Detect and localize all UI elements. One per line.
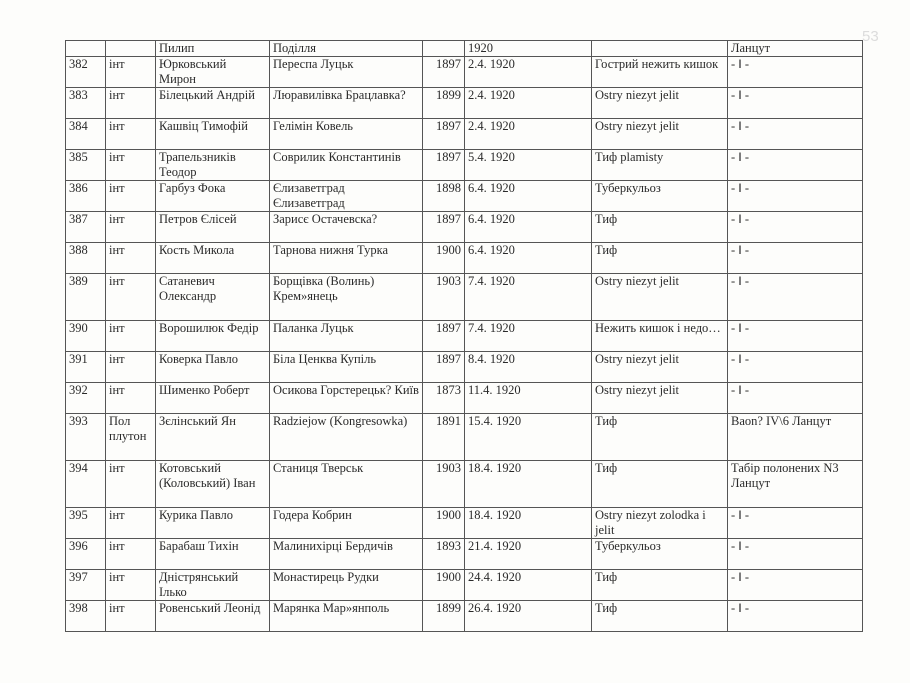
cell-number: 383 bbox=[66, 88, 106, 119]
table-row bbox=[66, 181, 863, 212]
table-row bbox=[66, 150, 863, 181]
table-row bbox=[66, 414, 863, 461]
cell-death-date: 18.4. 1920 bbox=[465, 461, 592, 508]
cell-name: Курика Павло bbox=[156, 508, 270, 539]
table-row bbox=[66, 57, 863, 88]
cell-name: Шименко Роберт bbox=[156, 383, 270, 414]
table-row bbox=[66, 539, 863, 570]
cell-death-date: 11.4. 1920 bbox=[465, 383, 592, 414]
cell-birth-year: 1897 bbox=[423, 57, 465, 88]
cell-cause bbox=[592, 41, 728, 57]
cell-name: Гарбуз Фока bbox=[156, 181, 270, 212]
cell-name: Коверка Павло bbox=[156, 352, 270, 383]
cell-origin: Малинихірці Бердичів bbox=[270, 539, 423, 570]
cell-rank: Пол плутон bbox=[106, 414, 156, 461]
cell-number: 396 bbox=[66, 539, 106, 570]
cell-origin: Біла Ценква Купіль bbox=[270, 352, 423, 383]
cell-name: Юрковський Мирон bbox=[156, 57, 270, 88]
cell-cause: Тиф bbox=[592, 212, 728, 243]
cell-cause: Ostry niezyt jelit bbox=[592, 274, 728, 321]
cell-name: Зєлінський Ян bbox=[156, 414, 270, 461]
cell-cause: Тиф bbox=[592, 570, 728, 601]
cell-birth-year: 1873 bbox=[423, 383, 465, 414]
cell-death-date: 2.4. 1920 bbox=[465, 119, 592, 150]
cell-death-date: 24.4. 1920 bbox=[465, 570, 592, 601]
cell-name: Сатаневич Олександр bbox=[156, 274, 270, 321]
table-row bbox=[66, 383, 863, 414]
cell-death-date: 5.4. 1920 bbox=[465, 150, 592, 181]
cell-cause: Нежить кишок і недо… bbox=[592, 321, 728, 352]
cell-origin: Єлизаветград Єлизаветград bbox=[270, 181, 423, 212]
cell-death-date: 8.4. 1920 bbox=[465, 352, 592, 383]
cell-place: - ‖ - bbox=[728, 601, 863, 632]
cell-number: 382 bbox=[66, 57, 106, 88]
cell-origin: Паланка Луцьк bbox=[270, 321, 423, 352]
cell-place: - ‖ - bbox=[728, 119, 863, 150]
cell-birth-year: 1897 bbox=[423, 321, 465, 352]
cell-rank: інт bbox=[106, 57, 156, 88]
cell-number: 386 bbox=[66, 181, 106, 212]
cell-name: Кашвіц Тимофій bbox=[156, 119, 270, 150]
table-row-continued bbox=[66, 41, 863, 57]
cell-cause: Тиф bbox=[592, 601, 728, 632]
cell-name: Пилип bbox=[156, 41, 270, 57]
table-row bbox=[66, 212, 863, 243]
cell-cause: Ostry niezyt jelit bbox=[592, 119, 728, 150]
cell-name: Котовський (Коловський) Іван bbox=[156, 461, 270, 508]
cell-origin: Radziejow (Kongresowka) bbox=[270, 414, 423, 461]
cell-number: 391 bbox=[66, 352, 106, 383]
cell-cause: Ostry niezyt jelit bbox=[592, 88, 728, 119]
cell-origin: Марянка Мар»янполь bbox=[270, 601, 423, 632]
cell-death-date: 2.4. 1920 bbox=[465, 88, 592, 119]
cell-name: Білецький Андрій bbox=[156, 88, 270, 119]
cell-place: Табір полонених N3 Ланцут bbox=[728, 461, 863, 508]
cell-death-date: 6.4. 1920 bbox=[465, 212, 592, 243]
cell-place: - ‖ - bbox=[728, 243, 863, 274]
cell-place: - ‖ - bbox=[728, 212, 863, 243]
cell-death-date: 15.4. 1920 bbox=[465, 414, 592, 461]
table-row bbox=[66, 274, 863, 321]
cell-death-date: 18.4. 1920 bbox=[465, 508, 592, 539]
cell-number: 389 bbox=[66, 274, 106, 321]
cell-origin: Гелімін Ковель bbox=[270, 119, 423, 150]
table-row bbox=[66, 243, 863, 274]
death-register-table bbox=[65, 40, 863, 632]
cell-place: - ‖ - bbox=[728, 150, 863, 181]
cell-birth-year: 1893 bbox=[423, 539, 465, 570]
cell-number: 394 bbox=[66, 461, 106, 508]
cell-place: - ‖ - bbox=[728, 88, 863, 119]
cell-rank: інт bbox=[106, 352, 156, 383]
cell-death-date: 7.4. 1920 bbox=[465, 274, 592, 321]
cell-place: - ‖ - bbox=[728, 274, 863, 321]
cell-cause: Тиф bbox=[592, 243, 728, 274]
cell-number bbox=[66, 41, 106, 57]
cell-birth-year: 1897 bbox=[423, 119, 465, 150]
cell-place: Ланцут bbox=[728, 41, 863, 57]
cell-rank: інт bbox=[106, 383, 156, 414]
cell-name: Дністрянський Ілько bbox=[156, 570, 270, 601]
cell-birth-year: 1903 bbox=[423, 461, 465, 508]
cell-rank: інт bbox=[106, 601, 156, 632]
cell-number: 385 bbox=[66, 150, 106, 181]
cell-name: Трапельзників Теодор bbox=[156, 150, 270, 181]
cell-death-date: 7.4. 1920 bbox=[465, 321, 592, 352]
cell-death-date: 2.4. 1920 bbox=[465, 57, 592, 88]
cell-place: - ‖ - bbox=[728, 321, 863, 352]
cell-birth-year: 1897 bbox=[423, 352, 465, 383]
table-row bbox=[66, 352, 863, 383]
cell-cause: Ostry niezyt zolodka i jelit bbox=[592, 508, 728, 539]
cell-birth-year: 1900 bbox=[423, 243, 465, 274]
table-row bbox=[66, 508, 863, 539]
cell-origin: Зарисє Остачевска? bbox=[270, 212, 423, 243]
cell-number: 392 bbox=[66, 383, 106, 414]
table-row bbox=[66, 601, 863, 632]
cell-birth-year: 1897 bbox=[423, 150, 465, 181]
cell-death-date: 1920 bbox=[465, 41, 592, 57]
cell-rank: інт bbox=[106, 539, 156, 570]
cell-rank: інт bbox=[106, 321, 156, 352]
cell-origin: Станиця Тверськ bbox=[270, 461, 423, 508]
cell-number: 397 bbox=[66, 570, 106, 601]
cell-cause: Туберкульоз bbox=[592, 539, 728, 570]
cell-rank: інт bbox=[106, 461, 156, 508]
cell-origin: Тарнова нижня Турка bbox=[270, 243, 423, 274]
table-row bbox=[66, 88, 863, 119]
cell-death-date: 6.4. 1920 bbox=[465, 181, 592, 212]
cell-origin: Годера Кобрин bbox=[270, 508, 423, 539]
cell-place: - ‖ - bbox=[728, 508, 863, 539]
cell-death-date: 26.4. 1920 bbox=[465, 601, 592, 632]
cell-name: Барабаш Тихін bbox=[156, 539, 270, 570]
cell-rank: інт bbox=[106, 243, 156, 274]
cell-place: - ‖ - bbox=[728, 383, 863, 414]
cell-rank: інт bbox=[106, 150, 156, 181]
cell-number: 387 bbox=[66, 212, 106, 243]
cell-cause: Ostry niezyt jelit bbox=[592, 352, 728, 383]
cell-cause: Туберкульоз bbox=[592, 181, 728, 212]
cell-rank: інт bbox=[106, 570, 156, 601]
cell-death-date: 21.4. 1920 bbox=[465, 539, 592, 570]
table-row bbox=[66, 461, 863, 508]
cell-number: 393 bbox=[66, 414, 106, 461]
cell-number: 398 bbox=[66, 601, 106, 632]
cell-death-date: 6.4. 1920 bbox=[465, 243, 592, 274]
cell-name: Ровенський Леонід bbox=[156, 601, 270, 632]
cell-name: Кость Микола bbox=[156, 243, 270, 274]
cell-number: 390 bbox=[66, 321, 106, 352]
cell-birth-year: 1891 bbox=[423, 414, 465, 461]
cell-place: - ‖ - bbox=[728, 570, 863, 601]
cell-birth-year: 1900 bbox=[423, 570, 465, 601]
cell-birth-year: 1900 bbox=[423, 508, 465, 539]
cell-number: 395 bbox=[66, 508, 106, 539]
cell-origin: Люравилівка Брацлавка? bbox=[270, 88, 423, 119]
cell-place: - ‖ - bbox=[728, 539, 863, 570]
cell-place: - ‖ - bbox=[728, 181, 863, 212]
cell-rank bbox=[106, 41, 156, 57]
cell-cause: Тиф plamisty bbox=[592, 150, 728, 181]
cell-origin: Осикова Горстерецьк? Київ bbox=[270, 383, 423, 414]
cell-name: Ворошилюк Федір bbox=[156, 321, 270, 352]
cell-name: Петров Єлісей bbox=[156, 212, 270, 243]
cell-birth-year: 1899 bbox=[423, 88, 465, 119]
cell-rank: інт bbox=[106, 508, 156, 539]
cell-birth-year: 1898 bbox=[423, 181, 465, 212]
cell-cause: Гострий нежить кишок bbox=[592, 57, 728, 88]
cell-place: Baon? IV\6 Ланцут bbox=[728, 414, 863, 461]
cell-birth-year: 1903 bbox=[423, 274, 465, 321]
cell-rank: інт bbox=[106, 88, 156, 119]
cell-cause: Тиф bbox=[592, 461, 728, 508]
cell-origin: Переспа Луцьк bbox=[270, 57, 423, 88]
register-body bbox=[66, 41, 863, 632]
cell-birth-year: 1899 bbox=[423, 601, 465, 632]
cell-rank: інт bbox=[106, 119, 156, 150]
table-row bbox=[66, 570, 863, 601]
cell-number: 388 bbox=[66, 243, 106, 274]
table-row bbox=[66, 119, 863, 150]
cell-birth-year bbox=[423, 41, 465, 57]
table-row bbox=[66, 321, 863, 352]
cell-cause: Ostry niezyt jelit bbox=[592, 383, 728, 414]
cell-cause: Тиф bbox=[592, 414, 728, 461]
page-number: 53 bbox=[862, 28, 879, 45]
cell-origin: Борщівка (Волинь) Крем»янець bbox=[270, 274, 423, 321]
cell-birth-year: 1897 bbox=[423, 212, 465, 243]
cell-origin: Монастирець Рудки bbox=[270, 570, 423, 601]
cell-rank: інт bbox=[106, 274, 156, 321]
cell-rank: інт bbox=[106, 212, 156, 243]
cell-origin: Соврилик Константинів bbox=[270, 150, 423, 181]
cell-place: - ‖ - bbox=[728, 352, 863, 383]
cell-place: - ‖ - bbox=[728, 57, 863, 88]
cell-rank: інт bbox=[106, 181, 156, 212]
cell-origin: Поділля bbox=[270, 41, 423, 57]
cell-number: 384 bbox=[66, 119, 106, 150]
